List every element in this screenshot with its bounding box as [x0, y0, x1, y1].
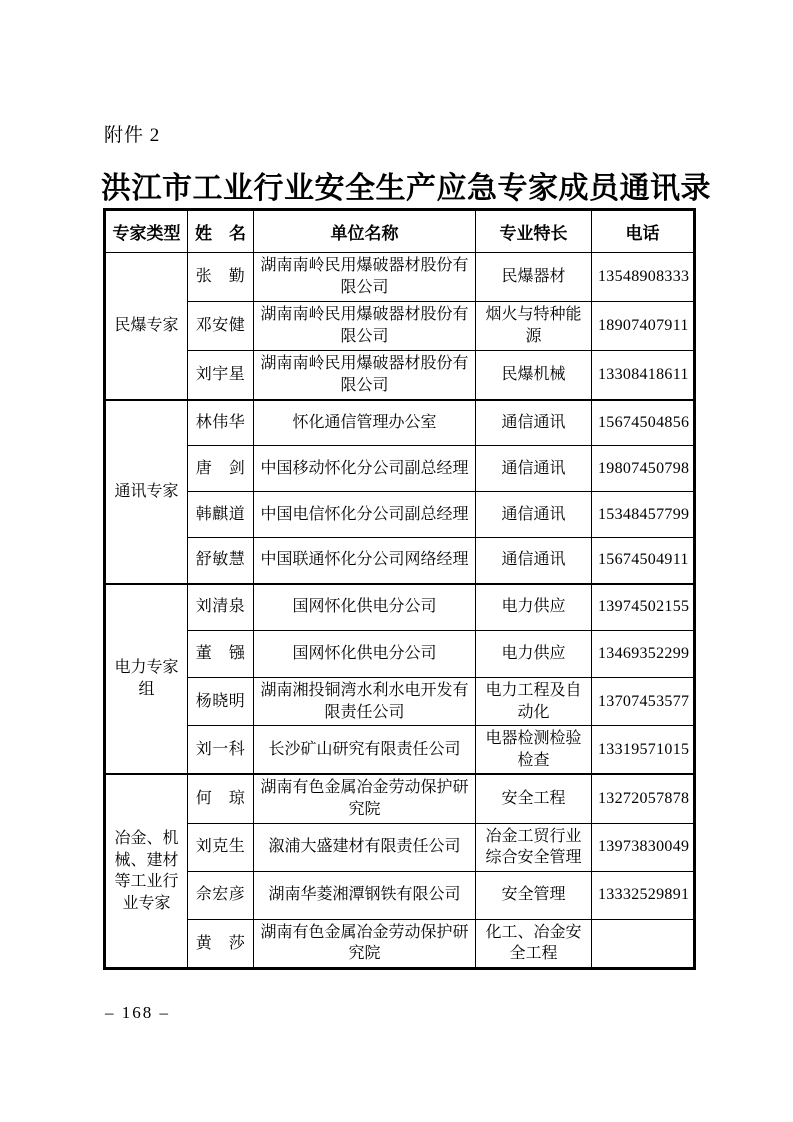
phone-cell: 15348457799: [592, 492, 695, 538]
col-header-expert-type: 专家类型: [105, 210, 188, 253]
col-header-specialty: 专业特长: [476, 210, 592, 253]
table-row: [105, 446, 695, 492]
org-cell: 湖南南岭民用爆破器材股份有限公司: [254, 302, 476, 351]
phone-cell: 15674504911: [592, 538, 695, 584]
specialty-cell: 通信通讯: [476, 538, 592, 584]
specialty-cell: 安全工程: [476, 774, 592, 823]
org-cell: 中国联通怀化分公司网络经理: [254, 538, 476, 584]
name-cell: 舒敏慧: [188, 538, 254, 584]
specialty-cell: 通信通讯: [476, 446, 592, 492]
name-cell: 张 勤: [188, 253, 254, 302]
name-cell: 韩麒道: [188, 492, 254, 538]
org-cell: 湖南有色金属冶金劳动保护研究院: [254, 919, 476, 968]
name-cell: 邓安健: [188, 302, 254, 351]
name-cell: 刘宇星: [188, 351, 254, 400]
org-cell: 溆浦大盛建材有限责任公司: [254, 823, 476, 871]
phone-cell: 13332529891: [592, 871, 695, 919]
specialty-cell: 安全管理: [476, 871, 592, 919]
phone-cell: 19807450798: [592, 446, 695, 492]
org-cell: 长沙矿山研究有限责任公司: [254, 726, 476, 775]
col-header-name: 姓 名: [188, 210, 254, 253]
specialty-cell: 通信通讯: [476, 400, 592, 446]
table-header-row: [105, 210, 695, 253]
name-cell: 董 镪: [188, 631, 254, 678]
org-cell: 国网怀化供电分公司: [254, 584, 476, 631]
col-header-organization: 单位名称: [254, 210, 476, 253]
col-header-phone: 电话: [592, 210, 695, 253]
table-row: [105, 774, 695, 823]
specialty-cell: 通信通讯: [476, 492, 592, 538]
org-cell: 中国移动怀化分公司副总经理: [254, 446, 476, 492]
specialty-cell: 民爆器材: [476, 253, 592, 302]
name-cell: 佘宏彦: [188, 871, 254, 919]
table-row: [105, 538, 695, 584]
table-row: [105, 919, 695, 968]
table-row: [105, 871, 695, 919]
phone-cell: 13272057878: [592, 774, 695, 823]
specialty-cell: 电力供应: [476, 584, 592, 631]
org-cell: 中国电信怀化分公司副总经理: [254, 492, 476, 538]
org-cell: 湖南有色金属冶金劳动保护研究院: [254, 774, 476, 823]
org-cell: 湖南华菱湘潭钢铁有限公司: [254, 871, 476, 919]
table-row: [105, 302, 695, 351]
specialty-cell: 化工、冶金安全工程: [476, 919, 592, 968]
expert-type-cell: 民爆专家: [105, 253, 188, 400]
name-cell: 何 琼: [188, 774, 254, 823]
expert-type-cell: 电力专家组: [105, 584, 188, 775]
expert-type-cell: 冶金、机械、建材等工业行业专家: [105, 774, 188, 968]
org-cell: 国网怀化供电分公司: [254, 631, 476, 678]
phone-cell: 18907407911: [592, 302, 695, 351]
table-row: [105, 400, 695, 446]
table-row: [105, 631, 695, 678]
name-cell: 唐 剑: [188, 446, 254, 492]
name-cell: 刘清泉: [188, 584, 254, 631]
table-row: [105, 726, 695, 775]
name-cell: 黄 莎: [188, 919, 254, 968]
phone-cell: 13707453577: [592, 678, 695, 726]
phone-cell: 13548908333: [592, 253, 695, 302]
page-title: 洪江市工业行业安全生产应急专家成员通讯录: [101, 172, 711, 205]
org-cell: 湖南南岭民用爆破器材股份有限公司: [254, 351, 476, 400]
name-cell: 刘一科: [188, 726, 254, 775]
table-row: [105, 492, 695, 538]
specialty-cell: 电器检测检验检查: [476, 726, 592, 775]
table-row: [105, 253, 695, 302]
org-cell: 湖南湘投铜湾水利水电开发有限责任公司: [254, 678, 476, 726]
page-number: – 168 –: [105, 1003, 170, 1022]
phone-cell: 13308418611: [592, 351, 695, 400]
specialty-cell: 电力供应: [476, 631, 592, 678]
specialty-cell: 烟火与特种能源: [476, 302, 592, 351]
specialty-cell: 电力工程及自动化: [476, 678, 592, 726]
experts-contact-table: [103, 208, 696, 970]
name-cell: 林伟华: [188, 400, 254, 446]
org-cell: 湖南南岭民用爆破器材股份有限公司: [254, 253, 476, 302]
phone-cell: 13973830049: [592, 823, 695, 871]
name-cell: 杨晓明: [188, 678, 254, 726]
phone-cell: 15674504856: [592, 400, 695, 446]
table-row: [105, 351, 695, 400]
org-cell: 怀化通信管理办公室: [254, 400, 476, 446]
table-row: [105, 584, 695, 631]
table-row: [105, 678, 695, 726]
phone-cell: [592, 919, 695, 968]
expert-type-cell: 通讯专家: [105, 400, 188, 584]
phone-cell: 13469352299: [592, 631, 695, 678]
specialty-cell: 民爆机械: [476, 351, 592, 400]
phone-cell: 13319571015: [592, 726, 695, 775]
specialty-cell: 冶金工贸行业综合安全管理: [476, 823, 592, 871]
name-cell: 刘克生: [188, 823, 254, 871]
table-row: [105, 823, 695, 871]
phone-cell: 13974502155: [592, 584, 695, 631]
attachment-label: 附件 2: [104, 125, 161, 146]
